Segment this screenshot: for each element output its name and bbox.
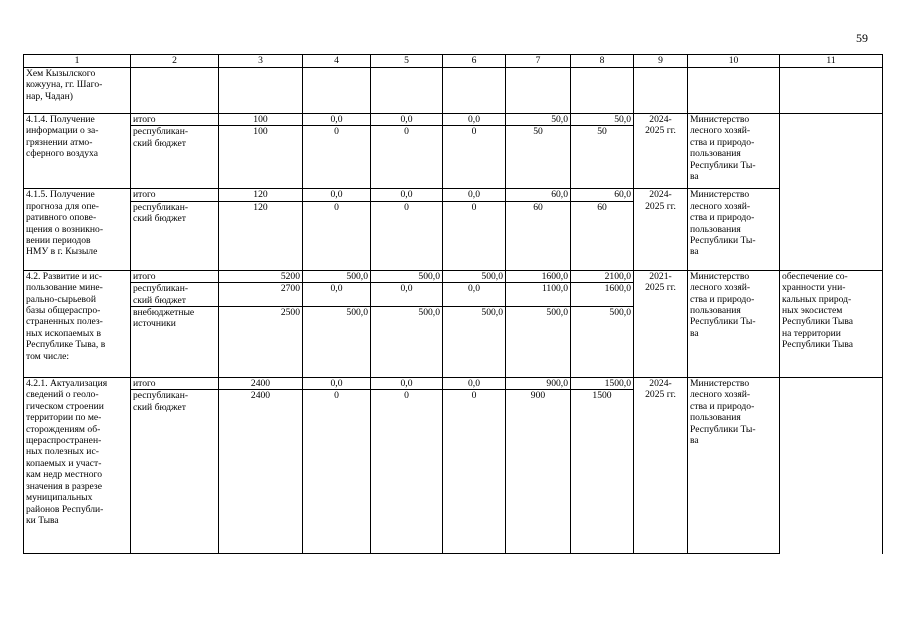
period-cell: 2021- 2025 гг. <box>634 270 688 377</box>
value-cell: 50,0 <box>506 114 571 126</box>
value-cell: 500,0 <box>371 307 443 378</box>
result-cell: обеспечение со- хранности уни- кальных природ- ных экосистем Республики Тыва на территории Республики Тыва <box>780 270 883 377</box>
empty-cell <box>303 68 371 114</box>
value-cell: 1500,0 <box>571 378 634 390</box>
value-cell: 60 <box>506 201 571 270</box>
empty-cell <box>131 68 219 114</box>
value-cell: 1500 <box>571 390 634 554</box>
value-cell: 0 <box>371 390 443 554</box>
value-cell: 0 <box>303 126 371 189</box>
measure-name-cell: 4.1.4. Получение информации о за- грязнении атмо- сферного воздуха <box>24 114 131 189</box>
value-cell: 60 <box>571 201 634 270</box>
measure-name-cell: Хем Кызылского кожууна, гг. Шаго- нар, Чадан) <box>24 68 131 114</box>
value-cell: 120 <box>219 201 303 270</box>
header-cell: 8 <box>571 55 634 68</box>
measure-name-cell: 4.2.1. Актуализация сведений о геоло- гическом строении территории по ме- сторождениям об- щераспространен- ных полезных ис- копаемых и участ- кам недр местного значения в разрезе муниципальных районов Республи- ки Тыва <box>24 378 131 554</box>
funding-source-cell: итого <box>131 189 219 201</box>
header-cell: 9 <box>634 55 688 68</box>
value-cell: 1100,0 <box>506 283 571 307</box>
value-cell: 0 <box>303 390 371 554</box>
value-cell: 2400 <box>219 390 303 554</box>
header-cell: 7 <box>506 55 571 68</box>
value-cell: 120 <box>219 189 303 201</box>
value-cell: 500,0 <box>506 307 571 378</box>
program-table <box>23 54 883 554</box>
empty-cell <box>634 68 688 114</box>
value-cell: 0,0 <box>303 114 371 126</box>
value-cell: 0 <box>371 201 443 270</box>
value-cell: 0,0 <box>443 283 506 307</box>
empty-cell <box>571 68 634 114</box>
header-cell: 10 <box>688 55 780 68</box>
funding-source-cell: итого <box>131 114 219 126</box>
funding-source-cell: внебюджетные источники <box>131 307 219 378</box>
value-cell: 0 <box>371 126 443 189</box>
funding-source-cell: республикан- ский бюджет <box>131 283 219 307</box>
period-cell: 2024- 2025 гг. <box>634 114 688 189</box>
value-cell: 0,0 <box>371 114 443 126</box>
executor-cell: Министерство лесного хозяй- ства и природо- пользования Республики Ты- ва <box>688 189 780 270</box>
header-cell: 2 <box>131 55 219 68</box>
empty-cell <box>506 68 571 114</box>
value-cell: 0,0 <box>371 283 443 307</box>
header-cell: 1 <box>24 55 131 68</box>
funding-source-cell: итого <box>131 270 219 282</box>
table-row <box>24 378 883 390</box>
header-cell: 5 <box>371 55 443 68</box>
value-cell: 500,0 <box>371 270 443 282</box>
value-cell: 1600,0 <box>571 283 634 307</box>
empty-cell <box>371 68 443 114</box>
header-cell: 4 <box>303 55 371 68</box>
measure-name-cell: 4.1.5. Получение прогноза для опе- ративного опове- щения о возникно- вении периодов НМУ в г. Кызыле <box>24 189 131 270</box>
page-number: 59 <box>856 31 868 45</box>
value-cell: 0 <box>303 201 371 270</box>
table-row <box>24 114 883 126</box>
empty-cell <box>219 68 303 114</box>
period-cell: 2024- 2025 гг. <box>634 378 688 554</box>
period-cell: 2024- 2025 гг. <box>634 189 688 270</box>
funding-source-cell: республикан- ский бюджет <box>131 126 219 189</box>
header-cell: 6 <box>443 55 506 68</box>
value-cell: 500,0 <box>303 307 371 378</box>
header-row <box>24 55 883 68</box>
value-cell: 50 <box>506 126 571 189</box>
table-row <box>24 270 883 282</box>
empty-cell <box>780 68 883 114</box>
executor-cell: Министерство лесного хозяй- ства и природо- пользования Республики Ты- ва <box>688 270 780 377</box>
executor-cell: Министерство лесного хозяй- ства и природо- пользования Республики Ты- ва <box>688 378 780 554</box>
value-cell: 500,0 <box>303 270 371 282</box>
funding-source-cell: республикан- ский бюджет <box>131 390 219 554</box>
table-row <box>24 189 883 201</box>
value-cell: 0,0 <box>443 189 506 201</box>
value-cell: 2400 <box>219 378 303 390</box>
executor-cell: Министерство лесного хозяй- ства и природо- пользования Республики Ты- ва <box>688 114 780 189</box>
value-cell: 0,0 <box>371 378 443 390</box>
empty-cell <box>443 68 506 114</box>
value-cell: 900,0 <box>506 378 571 390</box>
table-row <box>24 68 883 114</box>
result-cell <box>780 378 883 554</box>
value-cell: 900 <box>506 390 571 554</box>
value-cell: 0 <box>443 201 506 270</box>
value-cell: 0,0 <box>303 378 371 390</box>
value-cell: 0,0 <box>443 114 506 126</box>
header-cell: 11 <box>780 55 883 68</box>
value-cell: 0 <box>443 390 506 554</box>
funding-source-cell: республикан- ский бюджет <box>131 201 219 270</box>
value-cell: 500,0 <box>443 307 506 378</box>
funding-source-cell: итого <box>131 378 219 390</box>
result-cell <box>780 114 883 271</box>
value-cell: 500,0 <box>443 270 506 282</box>
value-cell: 0,0 <box>303 189 371 201</box>
value-cell: 500,0 <box>571 307 634 378</box>
measure-name-cell: 4.2. Развитие и ис- пользование мине- рально-сырьевой базы общераспро- страненных полез- ных ископаемых в Республике Тыва, в том числе: <box>24 270 131 377</box>
value-cell: 50 <box>571 126 634 189</box>
value-cell: 50,0 <box>571 114 634 126</box>
value-cell: 0,0 <box>303 283 371 307</box>
value-cell: 100 <box>219 114 303 126</box>
value-cell: 60,0 <box>506 189 571 201</box>
value-cell: 1600,0 <box>506 270 571 282</box>
value-cell: 5200 <box>219 270 303 282</box>
value-cell: 0 <box>443 126 506 189</box>
value-cell: 100 <box>219 126 303 189</box>
empty-cell <box>688 68 780 114</box>
header-cell: 3 <box>219 55 303 68</box>
value-cell: 0,0 <box>443 378 506 390</box>
value-cell: 0,0 <box>371 189 443 201</box>
value-cell: 60,0 <box>571 189 634 201</box>
value-cell: 2700 <box>219 283 303 307</box>
value-cell: 2100,0 <box>571 270 634 282</box>
value-cell: 2500 <box>219 307 303 378</box>
